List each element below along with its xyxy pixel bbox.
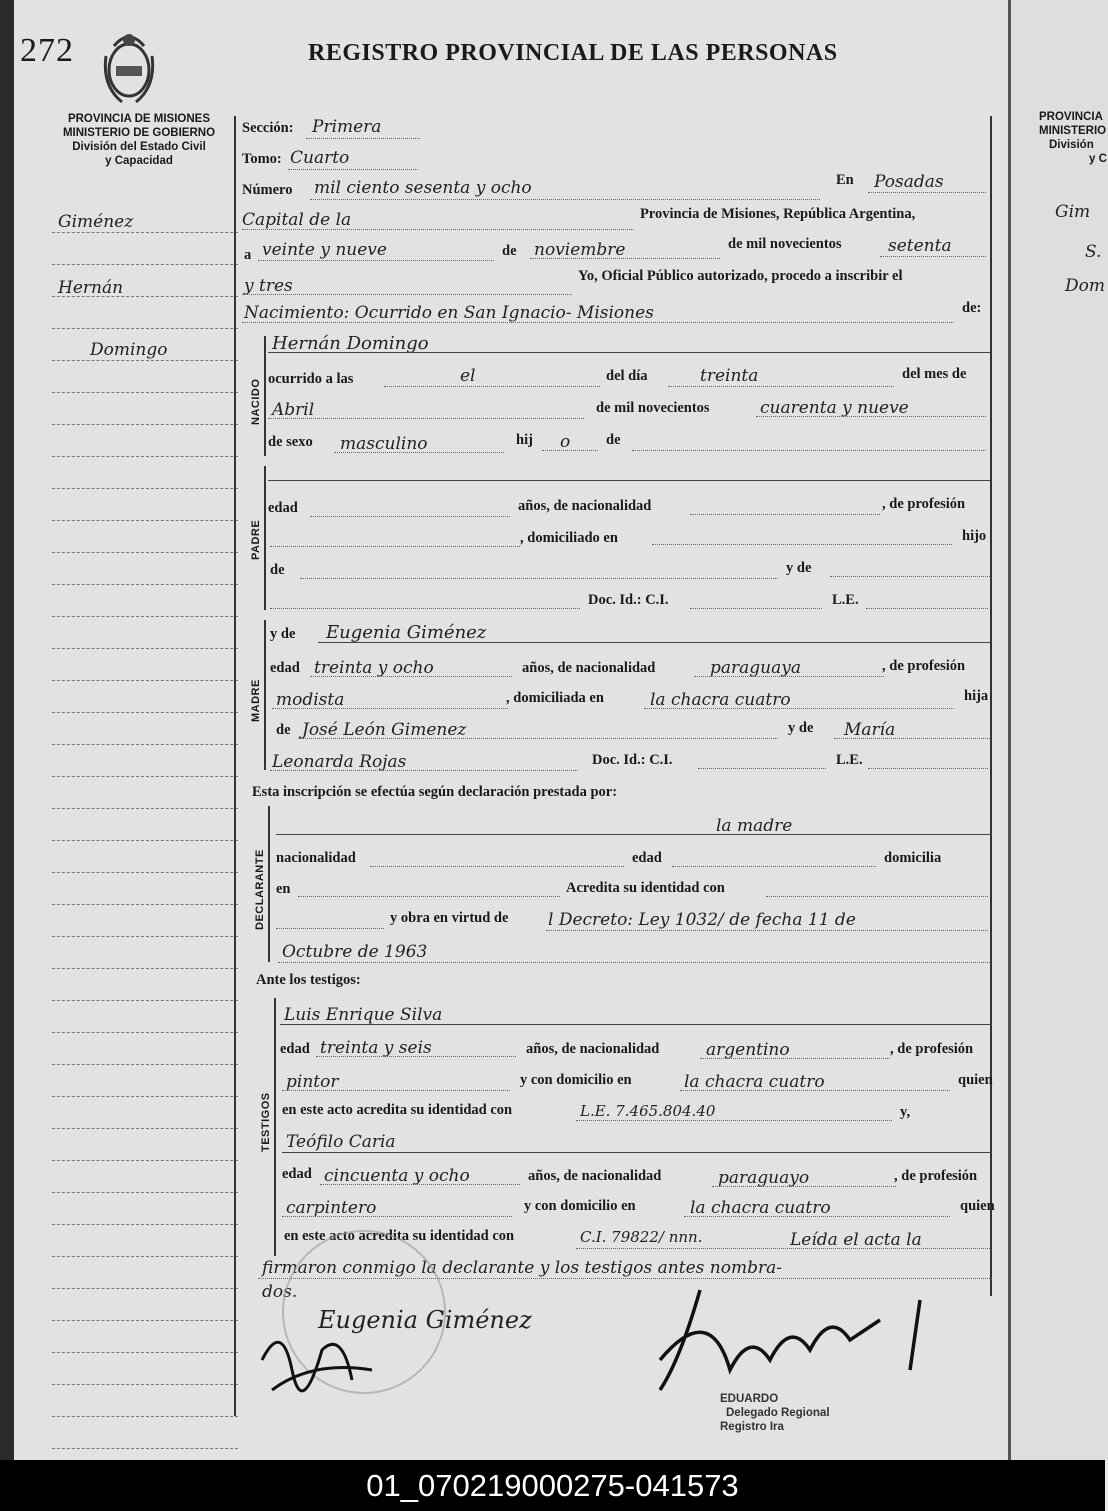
son-label: hijo (962, 528, 987, 544)
fill-line (576, 1120, 892, 1122)
column-border (990, 116, 992, 1296)
margin-rule-line (52, 712, 238, 714)
adjacent-header (1039, 110, 1107, 166)
fill-line (384, 386, 600, 388)
margin-rule-line (52, 1256, 238, 1258)
margin-rule-line (52, 968, 238, 970)
margin-rule-line (52, 1096, 238, 1098)
fill-line (632, 450, 986, 452)
witness-2-name: Teófilo Caria (286, 1132, 396, 1152)
margin-rule-line (52, 1064, 238, 1066)
binding-edge (0, 0, 14, 1460)
margin-rule-line (52, 264, 238, 266)
adjacent-page (1008, 0, 1108, 1460)
fill-line (276, 834, 992, 836)
fill-line (766, 896, 988, 898)
fill-line (282, 1090, 510, 1092)
tomo-value: Cuarto (290, 148, 350, 168)
adjacent-header-line: División (1049, 139, 1094, 151)
profession-label: , de profesión (882, 658, 966, 674)
fill-line (690, 514, 880, 516)
margin-rule-line (52, 520, 238, 522)
section-label-testigos: TESTIGOS (260, 1092, 272, 1152)
witness-1-age: treinta y seis (320, 1038, 432, 1058)
who-label: quien (960, 1198, 995, 1214)
fill-line (546, 930, 988, 932)
doc-label: Doc. Id.: C.I. (592, 752, 673, 768)
section-bracket (264, 620, 266, 770)
fill-line (282, 1216, 512, 1218)
le-label: L.E. (836, 752, 863, 768)
fill-line (272, 708, 508, 710)
section-label-nacido: NACIDO (250, 378, 262, 425)
fill-line (270, 608, 580, 610)
stamp-line: EDUARDO (720, 1393, 779, 1405)
capital-value: Capital de la (242, 210, 352, 230)
fill-line (280, 1024, 992, 1026)
fill-line (576, 1248, 990, 1250)
margin-rule-line (52, 776, 238, 778)
witness-2-age: cincuenta y ocho (324, 1166, 470, 1186)
witness-1-domicile: la chacra cuatro (684, 1072, 825, 1092)
fill-line (690, 608, 822, 610)
section-bracket (264, 466, 266, 610)
fill-line (282, 1152, 992, 1154)
de-label: de (502, 243, 517, 259)
year-label: de mil novecientos (728, 236, 842, 252)
act-description: Nacimiento: Ocurrido en San Ignacio- Misiones (244, 303, 654, 323)
margin-rule-line (52, 328, 238, 330)
seccion-label: Sección: (242, 120, 294, 136)
de-label: de (606, 432, 621, 448)
daughter-label: hija (964, 688, 989, 704)
fill-line (242, 229, 634, 231)
and-label: y, (900, 1104, 911, 1120)
page-number: 272 (20, 32, 74, 69)
witness-1-profession: pintor (286, 1072, 339, 1092)
numero-value: mil ciento sesenta y ocho (314, 178, 532, 198)
nationality-label: años, de nacionalidad (522, 660, 656, 676)
fill-line (288, 169, 418, 171)
office-line: División del Estado Civil (72, 141, 206, 153)
domicile-label: y con domicilio en (524, 1198, 636, 1214)
fill-line (672, 866, 876, 868)
fill-line (334, 452, 504, 454)
section-label-madre: MADRE (250, 679, 262, 722)
profession-label: , de profesión (890, 1041, 974, 1057)
margin-rule-line (52, 1384, 238, 1386)
adjacent-margin-name: S. (1085, 242, 1102, 262)
fill-line (318, 642, 990, 644)
fill-line (866, 608, 988, 610)
mother-signature: Eugenia Giménez (318, 1306, 532, 1334)
margin-rule-line (52, 616, 238, 618)
adjacent-header-line: y C (1089, 153, 1107, 165)
witnesses-intro: Ante los testigos: (256, 972, 361, 988)
registration-year-cont: y tres (244, 276, 293, 296)
margin-rule-line (52, 808, 238, 810)
margin-rule-line (52, 584, 238, 586)
fill-line (298, 738, 778, 740)
fill-line (712, 1186, 896, 1188)
scan-id-footer: 01_070219000275-041573 (0, 1460, 1105, 1511)
official-stamp (690, 1392, 830, 1434)
margin-rule-line (52, 744, 238, 746)
office-line: PROVINCIA DE MISIONES (67, 113, 211, 125)
registration-day: veinte y nueve (262, 240, 387, 260)
fill-line (310, 676, 512, 678)
margin-rule-line (52, 1032, 238, 1034)
nationality-label: años, de nacionalidad (528, 1168, 662, 1184)
margin-rule-line (52, 552, 238, 554)
fill-line (652, 544, 952, 546)
tomo-label: Tomo: (242, 151, 282, 167)
fill-line (316, 1056, 516, 1058)
fill-line (698, 768, 826, 770)
fill-line (242, 294, 572, 296)
de-label: de: (962, 300, 982, 316)
and-of-label: y de (270, 626, 296, 642)
sex-label: de sexo (268, 434, 313, 450)
document-title: REGISTRO PROVINCIAL DE LAS PERSONAS (308, 40, 838, 66)
birth-year-label: de mil novecientos (596, 400, 710, 416)
age-label: edad (268, 500, 298, 516)
registration-year: setenta (888, 236, 952, 256)
official-signature-icon (640, 1280, 960, 1410)
seccion-value: Primera (312, 117, 382, 137)
de-label: de (270, 562, 285, 578)
fill-line (270, 546, 520, 548)
child-label: hij (516, 432, 533, 448)
office-line: MINISTERIO DE GOBIERNO (62, 127, 216, 139)
who-label: quien (958, 1072, 993, 1088)
margin-rule-line (52, 1448, 238, 1450)
margin-rule-line (52, 1192, 238, 1194)
hour-label: ocurrido a las (268, 371, 354, 387)
witness-1-name: Luis Enrique Silva (284, 1005, 443, 1025)
age-label: edad (280, 1041, 310, 1057)
margin-first-name: Hernán (58, 278, 124, 298)
margin-rule-line (52, 360, 238, 362)
margin-rule-line (52, 1128, 238, 1130)
adjacent-header-line: PROVINCIA (1039, 111, 1103, 123)
en-label: En (836, 172, 854, 188)
margin-rule-line (52, 392, 238, 394)
margin-rule-line (52, 456, 238, 458)
margin-rule-line (52, 680, 238, 682)
witness-signature-icon (252, 1300, 392, 1410)
column-border (234, 116, 236, 1416)
section-label-padre: PADRE (250, 519, 262, 560)
mother-profession: modista (276, 690, 345, 710)
margin-rule-line (52, 1416, 238, 1418)
mother-nationality: paraguaya (710, 658, 801, 678)
birth-month: Abril (272, 400, 315, 420)
margin-rule-line (52, 840, 238, 842)
official-text: Yo, Oficial Público autorizado, procedo a inscribir el (578, 268, 903, 284)
and-of-label: y de (786, 560, 812, 576)
mother-age: treinta y ocho (314, 658, 434, 678)
domicile-label: , domiciliado en (520, 530, 618, 546)
domicile-label: , domiciliada en (506, 690, 604, 706)
provincia-text: Provincia de Misiones, República Argentina, (640, 206, 916, 222)
and-of-label: y de (788, 720, 814, 736)
fill-line (370, 866, 624, 868)
section-label-declarante: DECLARANTE (254, 849, 266, 930)
profession-label: , de profesión (882, 496, 966, 512)
le-label: L.E. (832, 592, 859, 608)
identity-label: en este acto acredita su identidad con (284, 1228, 515, 1244)
age-label: edad (270, 660, 300, 676)
nationality-label: nacionalidad (276, 850, 356, 866)
issuing-office (44, 112, 234, 168)
witness-2-nationality: paraguayo (718, 1168, 810, 1188)
margin-rule-line (52, 936, 238, 938)
day-label: del día (606, 368, 648, 384)
closing-text: Leída el acta la (790, 1230, 922, 1250)
fill-line (268, 480, 990, 482)
hour-value: el (460, 366, 476, 386)
sex-value: masculino (340, 434, 428, 454)
margin-surname: Giménez (58, 212, 134, 232)
age-label: edad (632, 850, 662, 866)
margin-rule-line (52, 648, 238, 650)
age-label: edad (282, 1166, 312, 1182)
margin-rule-line (52, 1224, 238, 1226)
witness-1-id: L.E. 7.465.804.40 (580, 1102, 716, 1120)
fill-line (542, 450, 598, 452)
closing-text: firmaron conmigo la declarante y los testigos antes nombra- (262, 1258, 782, 1278)
child-suffix: o (560, 432, 571, 452)
margin-rule-line (52, 488, 238, 490)
stamp-line: Delegado Regional (726, 1407, 830, 1419)
declaration-intro: Esta inscripción se efectúa según declaración prestada por: (252, 784, 618, 800)
mother-name: Eugenia Giménez (326, 622, 487, 643)
nationality-label: años, de nacionalidad (518, 498, 652, 514)
fill-line (242, 322, 954, 324)
fill-line (684, 1216, 950, 1218)
closing-text: dos. (262, 1282, 298, 1302)
margin-rule-line (52, 1352, 238, 1354)
margin-rule-line (52, 904, 238, 906)
newborn-name: Hernán Domingo (272, 333, 429, 354)
mother-domicile: la chacra cuatro (650, 690, 791, 710)
en-label: en (276, 881, 291, 897)
fill-line (834, 738, 990, 740)
adjacent-header-line: MINISTERIO (1039, 125, 1107, 137)
a-label: a (244, 247, 252, 263)
domicile-label: y con domicilio en (520, 1072, 632, 1088)
fill-line (306, 138, 420, 140)
de-label: de (276, 722, 291, 738)
margin-middle-name: Domingo (90, 340, 168, 360)
section-bracket (268, 806, 270, 962)
fill-line (268, 418, 584, 420)
mother-mother-name-cont: Leonarda Rojas (272, 752, 407, 772)
fill-line (300, 578, 778, 580)
margin-rule-line (52, 424, 238, 426)
fill-line (530, 258, 720, 260)
margin-rule-line (52, 232, 238, 234)
fill-line (270, 770, 578, 772)
registration-month: noviembre (534, 240, 626, 260)
margin-rule-line (52, 1160, 238, 1162)
witness-2-id: C.I. 79822/ nnn. (580, 1228, 703, 1246)
fill-line (320, 1184, 520, 1186)
fill-line (298, 896, 560, 898)
fill-line (868, 768, 988, 770)
birth-year: cuarenta y nueve (760, 398, 909, 418)
domicile-label: domicilia (884, 850, 942, 866)
decree-value: l Decreto: Ley 1032/ de fecha 11 de (548, 910, 856, 930)
decree-label: y obra en virtud de (390, 910, 509, 926)
fill-line (830, 576, 990, 578)
mother-mother-name: María (844, 720, 896, 740)
margin-rule-line (52, 1000, 238, 1002)
fill-line (694, 676, 884, 678)
fill-line (258, 260, 494, 262)
adjacent-margin-name: Dom (1065, 276, 1105, 296)
fill-line (310, 516, 510, 518)
doc-label: Doc. Id.: C.I. (588, 592, 669, 608)
fill-line (310, 199, 820, 201)
fill-line (756, 416, 986, 418)
identity-label: Acredita su identidad con (566, 880, 725, 896)
section-bracket (264, 336, 266, 456)
witness-1-nationality: argentino (706, 1040, 790, 1060)
margin-rule-line (52, 1288, 238, 1290)
witness-2-profession: carpintero (286, 1198, 377, 1218)
fill-line (680, 1090, 950, 1092)
fill-line (644, 708, 954, 710)
mother-father-name: José León Gimenez (302, 720, 467, 740)
stamp-line: Registro Ira (720, 1421, 784, 1433)
fill-line (278, 962, 990, 964)
margin-rule-line (52, 872, 238, 874)
fill-line (668, 386, 894, 388)
month-label: del mes de (902, 366, 967, 382)
witness-2-domicile: la chacra cuatro (690, 1198, 831, 1218)
city-value: Posadas (874, 172, 944, 192)
identity-label: en este acto acredita su identidad con (282, 1102, 513, 1118)
fill-line (268, 352, 990, 354)
office-line: y Capacidad (105, 155, 173, 167)
nationality-label: años, de nacionalidad (526, 1041, 660, 1057)
section-bracket (274, 998, 276, 1256)
fill-line (880, 256, 986, 258)
numero-label: Número (242, 182, 293, 198)
coat-of-arms-icon (98, 26, 160, 106)
birth-day: treinta (700, 366, 759, 386)
fill-line (700, 1058, 890, 1060)
fill-line (868, 192, 986, 194)
margin-rule-line (52, 1320, 238, 1322)
adjacent-margin-name: Gim (1055, 202, 1091, 222)
decree-date: Octubre de 1963 (282, 942, 428, 962)
profession-label: , de profesión (894, 1168, 978, 1184)
declarant-value: la madre (716, 816, 793, 836)
fill-line (276, 928, 384, 930)
